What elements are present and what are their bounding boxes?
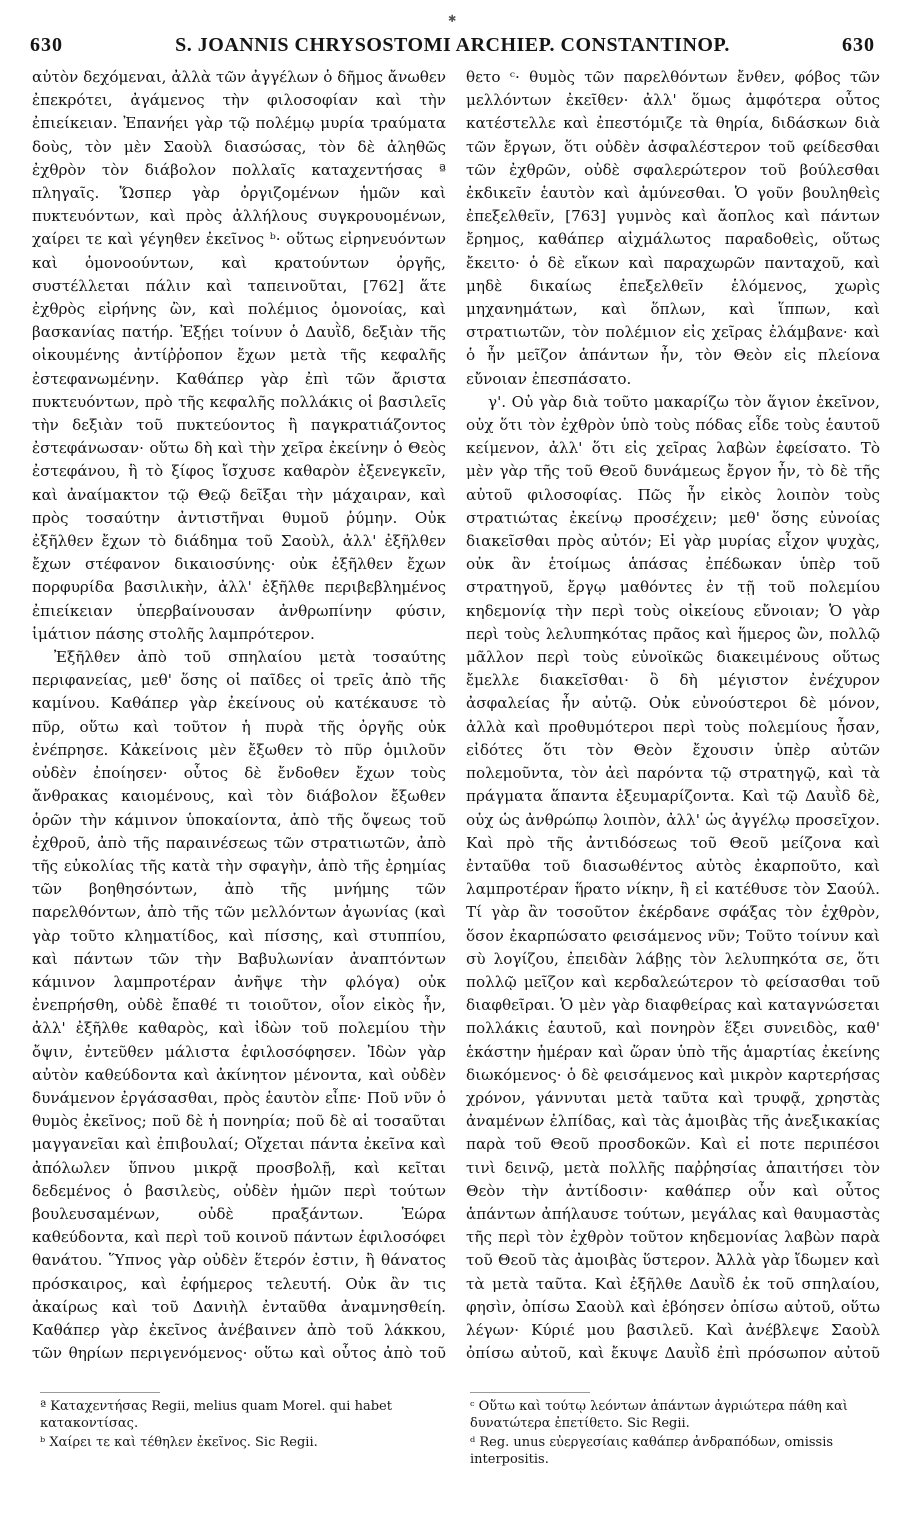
footnote-rule-right — [470, 1392, 590, 1393]
running-title: S. JOANNIS CHRYSOSTOMI ARCHIEP. CONSTANTINOP. — [175, 34, 730, 56]
left-paragraph-2: Ἐξῆλθεν ἀπὸ τοῦ σπηλαίου μετὰ τοσαύτης περιφανείας, μεθ' ὅσης οἱ παῖδες οἱ τρεῖς ἀπὸ τῆς καμίνου. Καθάπερ γὰρ ἐκείνους οὐ κατέκαυσε τὸ πῦρ, οὕτω καὶ τοῦτον ἡ πυρὰ τῆς ὀργῆς οὐκ ἐνέπρησε. Κἀκείνοις μὲν ἔξωθεν τὸ πῦρ ὁμιλοῦν οὐδὲν ἐποίησεν· οὗτος δὲ ἔνδοθεν ἔχων τοὺς ἄνθρακας καιομένους, καὶ τὸν διάβολον ἔξωθεν ὁρῶν τὴν κάμινον ὑποκαίοντα, ἀπὸ τῆς ὄψεως τοῦ ἐχθροῦ, ἀπὸ τῆς παραινέσεως τῶν στρατιωτῶν, ἀπὸ τῆς εὐκολίας τῆς κατὰ τὴν σφαγὴν, ἀπὸ τῆς ἐρημίας τῶν βοηθησόντων, ἀπὸ τῆς μνήμης τῶν παρελθόντων, ἀπὸ τῆς τῶν μελλόντων ἀγωνίας (καὶ γὰρ τοῦτο κληματίδος, καὶ πίσσης, καὶ στυππίου, καὶ πάντων τῶν τὴν Βαβυλωνίαν ἀναπτόντων κάμινον λαμπροτέραν ἀνῆψε τὴν φλόγα) οὐκ ἐνεπρήσθη, οὐδὲ ἔπαθέ τι τοιοῦτον, οἷον εἰκὸς ἦν, ἀλλ' ἐξῆλθε καθαρὸς, καὶ ἰδὼν τοῦ πολεμίου τὴν ὄψιν, ἐντεῦθεν μάλιστα ἐφιλοσόφησεν. Ἰδὼν γὰρ αὐτὸν καθεύδοντα καὶ ἀκίνητον μένοντα, καὶ οὐδὲν δυνάμενον ἐργάσασθαι, πρὸς ἑαυτὸν εἶπε· Ποῦ νῦν ὁ θυμὸς ἐκεῖνος; ποῦ δὲ ἡ πονηρία; ποῦ δὲ αἱ τοσαῦται μαγγανεῖαι καὶ ἐπιβουλαί; Οἴχεται πάντα ἐκεῖνα καὶ ἀπόλωλεν ὕπνου μικρᾷ προσβολῇ, καὶ κεῖται δεδεμένος ὁ βασιλεὺς, οὐδὲν ἡμῶν περὶ τούτων βουλευσαμένων, οὐδὲ πραξάντων. Ἑώρα καθεύδοντα, καὶ περὶ τοῦ κοινοῦ πάντων ἐφιλοσόφει θανάτου. Ὕπνος γὰρ οὐδὲν ἕτερόν ἐστιν, ἢ θάνατος πρόσκαιρος, καὶ ἐφήμερος τελευτή. Οὐκ ἂν τις ἀκαίρως καὶ τοῦ Δανιὴλ ἐνταῦθα ἀναμνησθείη. Καθάπερ γὰρ ἐκεῖνος ἀνέβαινεν ἀπὸ τοῦ λάκκου, τῶν θηρίων περιγενόμενος· οὕτω καὶ οὗτος ἀπὸ τοῦ — [32, 648, 446, 1363]
running-head — [30, 34, 875, 62]
left-paragraph-1: αὐτὸν δεχόμεναι, ἀλλὰ τῶν ἀγγέλων ὁ δῆμος ἄνωθεν ἐπεκρότει, ἀγάμενος τὴν φιλοσοφίαν καὶ τὴν ἐπιείκειαν. Ἐπανήει γὰρ τῷ πολέμῳ μυρία τραύματα δοὺς, τὸν μὲν Σαοὺλ διασώσας, τὸν δὲ ἀληθῶς ἐχθρὸν τὸν διάβολον πολλαῖς καταχεντήσας ª πληγαῖς. Ὥσπερ γὰρ ὀργιζομένων ἡμῶν καὶ πυκτευόντων, καὶ πρὸς ἀλλήλους συγκρουομένων, χαίρει τε καὶ γέγηθεν ἐκεῖνος ᵇ· οὕτως εἰρηνευόντων καὶ ὁμονοούντων, καὶ κρατούντων ὀργῆς, συστέλλεται πάλιν καὶ ταπεινοῦται, [762] ἅτε ἐχθρὸς εἰρήνης ὢν, καὶ πολέμιος ὁμονοίας, καὶ βασκανίας πατήρ. Ἐξῄει τοίνυν ὁ Δαυῒδ, δεξιὰν τῆς οἰκουμένης ἀντίῤῥοπον ἔχων μετὰ τῆς κεφαλῆς ἐστεφανωμένην. Καθάπερ γὰρ ἐπὶ τῶν ἄριστα πυκτευόντων, πρὸ τῆς κεφαλῆς πολλάκις οἱ βασιλεῖς τὴν δεξιὰν τοῦ πυκτεύοντος ἢ παγκρατιάζοντος ἐστεφάνωσαν· οὕτω δὴ καὶ τὴν χεῖρα ἐκείνην ὁ Θεὸς ἐστεφάνου, ἣ τὸ ξίφος ἴσχυσε καθαρὸν ἐξενεγκεῖν, καὶ ἀναίμακτον τῷ Θεῷ δεῖξαι τὴν μάχαιραν, καὶ πρὸς τοσαύτην ἀντιστῆναι θυμοῦ ῥύμην. Οὐκ ἐξῆλθεν ἔχων τὸ διάδημα τοῦ Σαοὺλ, ἀλλ' ἐξῆλθεν ἔχων στέφανον δικαιοσύνης· οὐκ ἐξῆλθεν ἔχων πορφυρίδα βασιλικὴν, ἀλλ' ἐξῆλθε περιβεβλημένος ἐπιείκειαν ὑπερβαίνουσαν ἀνθρωπίνην φύσιν, ἱμάτιον πάσης στολῆς λαμπρότερον. — [32, 68, 446, 643]
footnote-b: ᵇ Χαίρει τε καὶ τέθηλεν ἐκεῖνος. Sic Regii. — [40, 1435, 318, 1450]
footnote-c: ᶜ Οὕτω καὶ τούτῳ λεόντων ἁπάντων ἀγριώτερα πάθη καὶ δυνατώτερα ἐπετίθετο. Sic Regii. — [470, 1399, 848, 1431]
footnote-a: ª Καταχεντήσας Regii, melius quam Morel. qui habet κατακοντίσας. — [40, 1399, 392, 1431]
footnote-rule-left — [40, 1392, 160, 1393]
page-number-right: 630 — [841, 34, 875, 56]
right-paragraph-1: θετο ᶜ· θυμὸς τῶν παρελθόντων ἔνθεν, φόβος τῶν μελλόντων ἐκεῖθεν· ἀλλ' ὅμως ἀμφότερα οὗτος κατέστελλε καὶ ἐπεστόμιζε τὰ θηρία, διδάσκων διὰ τῶν ἔργων, ὅτι οὐδὲν ἀσφαλέστερον τοῦ φείδεσθαι τῶν ἐχθρῶν, οὐδὲ σφαλερώτερον τοῦ βούλεσθαι ἐκδικεῖν ἑαυτὸν καὶ ἀμύνεσθαι. Ὁ γοῦν βουληθεὶς ἐπεξελθεῖν, [763] γυμνὸς καὶ ἄοπλος καὶ πάντων ἔρημος, καθάπερ αἰχμάλωτος παραδοθεὶς, οὕτως ἔκειτο· ὁ δὲ εἴκων καὶ παραχωρῶν πανταχοῦ, καὶ μηδὲ δικαίως ἐπεξελθεῖν ἑλόμενος, χωρὶς μηχανημάτων, καὶ ὅπλων, καὶ ἵππων, καὶ στρατιωτῶν, τὸν πολέμιον εἰς χεῖρας ἐλάμβανε· καὶ ὁ ἦν μεῖζον ἁπάντων ἦν, τὸν Θεὸν εἰς πλείονα εὔνοιαν ἐπεσπάσατο. — [466, 68, 880, 388]
footnote-d: ᵈ Reg. unus εὐεργεσίαις καθάπερ ἀνδραπόδων, omissis interpositis. — [470, 1435, 834, 1467]
right-column — [466, 66, 880, 1366]
right-paragraph-2: γ'. Οὐ γὰρ διὰ τοῦτο μακαρίζω τὸν ἅγιον ἐκεῖνον, οὐχ ὅτι τὸν ἐχθρὸν ὑπὸ τοὺς πόδας εἶδε τοὺς ἑαυτοῦ κείμενον, ἀλλ' ὅτι εἰς χεῖρας λαβὼν ἐφείσατο. Τὸ μὲν γὰρ τῆς τοῦ Θεοῦ δυνάμεως ἔργον ἦν, τὸ δὲ τῆς αὐτοῦ φιλοσοφίας. Πῶς ἦν εἰκὸς λοιπὸν τοὺς στρατιώτας ἐκείνῳ προσέχειν; μεθ' ὅσης εὐνοίας διακεῖσθαι πρὸς αὐτόν; Εἰ γὰρ μυρίας εἶχον ψυχὰς, οὐκ ἂν ἑτοίμως ἁπάσας ἐπέδωκαν ὑπὲρ τοῦ στρατηγοῦ, ἔργῳ μαθόντες ἐν τῇ τοῦ πολεμίου κηδεμονίᾳ τὴν περὶ τοὺς οἰκείους εὔνοιαν; Ὁ γὰρ περὶ τοὺς λελυπηκότας πρᾶος καὶ ἥμερος ὢν, πολλῷ μᾶλλον περὶ τοὺς εὐνοϊκῶς διακειμένους οὕτως ἔμελλε διακεῖσθαι· ὃ δὴ μέγιστον ἐνέχυρον ἀσφαλείας ἦν αὐτῷ. Οὐκ εὐνούστεροι δὲ μόνον, ἀλλὰ καὶ προθυμότεροι περὶ τοὺς πολεμίους ἦσαν, εἰδότες ὅτι τὸν Θεὸν ἔχουσιν ὑπὲρ αὐτῶν πολεμοῦντα, τὸν ἀεὶ παρόντα τῷ στρατηγῷ, καὶ τὰ πράγματα ἅπαντα ἐξευμαρίζοντα. Καὶ τῷ Δαυῒδ δὲ, οὐχ ὡς ἀνθρώπῳ λοιπὸν, ἀλλ' ὡς ἀγγέλῳ προσεῖχον. Καὶ πρὸ τῆς ἀντιδόσεως τοῦ Θεοῦ μείζονα καὶ ἐνταῦθα τοῦ διασωθέντος αὐτὸς ἐκαρποῦτο, καὶ λαμπροτέραν ἥρατο νίκην, ἢ εἰ κατέθυσε τὸν Σαούλ. Τί γὰρ ἂν τοσοῦτον ἐκέρδανε σφάξας τὸν ἐχθρὸν, ὅσον ἐκαρπώσατο φεισάμενος νῦν; Τοῦτο τοίνυν καὶ σὺ λογίζου, ἐπειδὰν λάβῃς τὸν λελυπηκότα σε, ὅτι πολλῷ μεῖζον καὶ κερδαλεώτερον τὸ φείσασθαι τοῦ διαφθεῖραι. Ὁ μὲν γὰρ διαφθείρας καὶ καταγνώσεται πολλάκις ἑαυτοῦ, καὶ πονηρὸν ἕξει συνειδὸς, καθ' ἑκάστην ἡμέραν καὶ ὥραν ὑπὸ τῆς ἁμαρτίας ἐκείνης διωκόμενος· ὁ δὲ φεισάμενος καὶ μικρὸν καρτερήσας χρόνον, γάννυται μετὰ ταῦτα καὶ τρυφᾷ, χρηστὰς ἀναμένων ἐλπίδας, καὶ τὰς ἀμοιβὰς τῆς ἀνεξικακίας παρὰ τοῦ Θεοῦ προσδοκῶν. Καὶ εἰ ποτε περιπέσοι τινὶ δεινῷ, μετὰ πολλῆς παῤῥησίας ἀπαιτήσει τὸν Θεὸν τὴν ἀντίδοσιν· καθάπερ οὖν καὶ οὗτος ἁπάντων ἀπήλαυσε τούτων, μεγάλας καὶ θαυμαστὰς τῆς περὶ τὸν ἐχθρὸν τοῦτον κηδεμονίας λαβὼν παρὰ τοῦ Θεοῦ τὰς ἀμοιβὰς ὕστερον. Ἀλλὰ γὰρ ἴδωμεν καὶ τὰ μετὰ ταῦτα. Καὶ ἐξῆλθε Δαυῒδ ἐκ τοῦ σπηλαίου, φησὶν, ὀπίσω Σαοὺλ καὶ ἐβόησεν ὀπίσω αὐτοῦ, οὕτω λέγων· Κύριέ μου βασιλεῦ. Καὶ ἀνέβλεψε Σαοὺλ ὀπίσω αὐτοῦ, καὶ ἔκυψε Δαυῒδ ἐπὶ πρόσωπον αὐτοῦ — [466, 392, 880, 1363]
left-column — [32, 66, 446, 1366]
footnotes-right — [470, 1398, 884, 1470]
header-ornament: ✱ — [448, 14, 457, 25]
footnotes-left — [40, 1398, 454, 1453]
page-number-left: 630 — [30, 34, 63, 56]
